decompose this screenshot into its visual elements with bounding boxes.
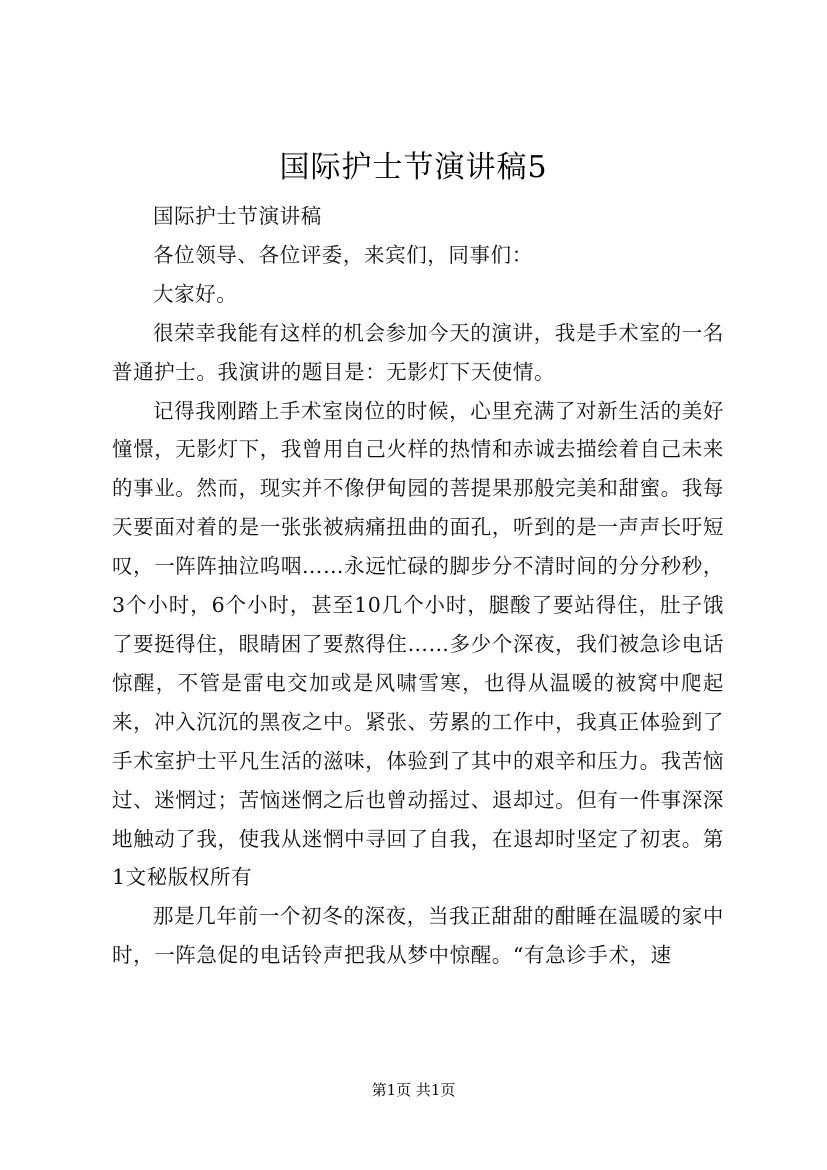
paragraph: 很荣幸我能有这样的机会参加今天的演讲，我是手术室的一名普通护士。我演讲的题目是：无影灯下天使情。 [112,320,724,384]
paragraph: 记得我刚踏上手术室岗位的时候，心里充满了对新生活的美好憧憬，无影灯下，我曾用自己火样的热情和赤诚去描绘着自己未来的事业。然而，现实并不像伊甸园的菩提果那般完美和甜蜜。我每天要面对着的是一张张被病痛扭曲的面孔，听到的是一声声长吁短叹，一阵阵抽泣呜咽……永远忙碌的脚步分不清时间的分分秒秒，3个小时，6个小时，甚至10几个小时，腿酸了要站得住，肚子饿了要挺得住，眼睛困了要熬得住……多少个深夜，我们被急诊电话惊醒，不管是雷电交加或是风啸雪寒，也得从温暖的被窝中爬起来，冲入沉沉的黑夜之中。紧张、劳累的工作中，我真正体验到了手术室护士平凡生活的滋味，体验到了其中的艰辛和压力。我苦恼过、迷惘过；苦恼迷惘之后也曾动摇过、退却过。但有一件事深深地触动了我，使我从迷惘中寻回了自我，在退却时坚定了初衷。第1文秘版权所有 [112,398,724,890]
paragraph: 各位领导、各位评委，来宾们，同事们： [153,242,533,267]
paragraph: 那是几年前一个初冬的深夜，当我正甜甜的酣睡在温暖的家中时，一阵急促的电话铃声把我从梦中惊醒。“有急诊手术，速 [112,904,724,968]
document-body [112,197,724,975]
page-footer: 第1页 共1页 [371,1081,456,1099]
paragraph: 大家好。 [153,281,238,306]
document-title: 国际护士节演讲稿5 [279,150,548,185]
paragraph: 国际护士节演讲稿 [153,204,322,228]
